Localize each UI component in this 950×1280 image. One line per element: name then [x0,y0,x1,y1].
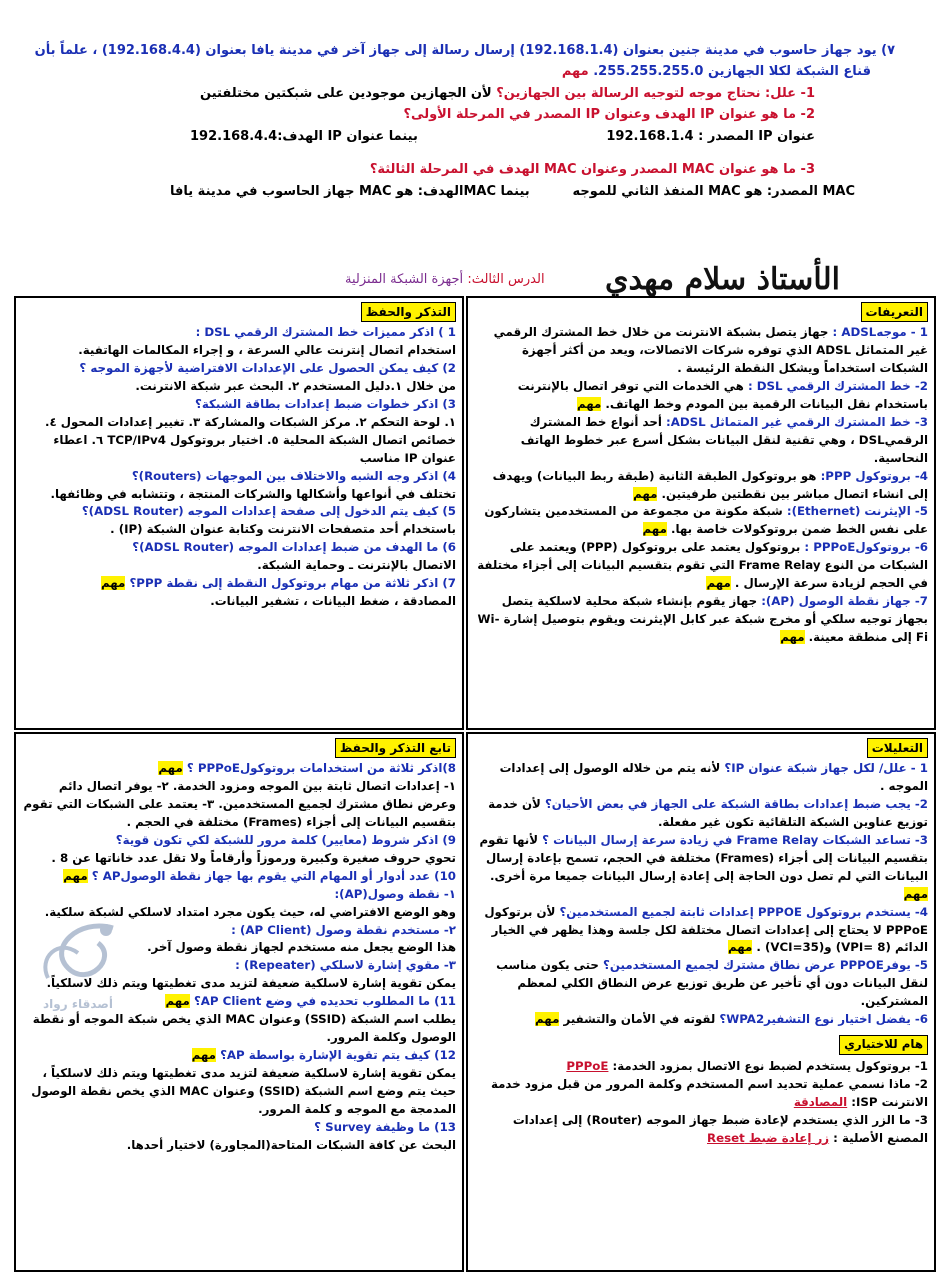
intro-question [10,40,895,202]
reason-item [474,832,928,904]
mcq-list [474,1058,928,1148]
important-tag: مهم [535,1012,560,1027]
reasons-title: التعليلات [867,738,928,758]
important-tag: مهم [706,576,731,591]
memorize-item [22,324,456,360]
reason-item [474,904,928,958]
memorize2-item [22,922,456,958]
memorize-item [22,468,456,504]
definition-question: 3- خط المشترك الرقمي غير المتماثل ADSL: [666,414,928,429]
memorize-item [22,539,456,575]
memorize-item [22,396,456,468]
memorize2-question: 13) ما وظيفة Survey ؟ [314,1119,456,1134]
memorize-item [22,503,456,539]
memorize2-answer: وهو الوضع الافتراضي له، حيث يكون مجرد امتداد لاسلكي لشبكة سلكية. [44,904,456,919]
memorize-question: 3) اذكر خطوات ضبط إعدادات بطاقة الشبكة؟ [195,396,456,411]
a3-src: MAC المصدر: هو MAC المنفذ الثاني للموجه [572,183,855,199]
reasons-box [466,732,936,1272]
a2-src: عنوان IP المصدر : 192.168.1.4 [606,128,815,144]
reasons-list [474,760,928,1029]
memorize2-answer: البحث عن كافة الشبكات المتاحة(المجاورة) لاختيار أحدها. [126,1137,456,1152]
definition-item [474,503,928,539]
reason-question: 6- يفضل اختيار نوع التشفيرWPA2؟ [719,1012,928,1027]
mcq-answer: PPPoE [566,1058,609,1073]
lesson-title: الدرس الثالث: أجهزة الشبكة المنزلية [345,272,545,287]
q7-cont: قناع الشبكة لكلا الجهازين 255.255.255.0. مهم [561,64,871,80]
memorize2-answer: يمكن تقوية إشارة لاسلكية ضعيفة لتزيد مدى تغطيتها ويتم ذلك لاسلكياً. [46,976,456,991]
memorize2-item [22,868,456,886]
memorize2-question: 12) كيف يتم تقوية الإشارة بواسطة AP؟ [220,1047,456,1062]
memorize2-question: 10) عدد أدوار أو المهام التي يقوم بها جهاز نقطة الوصولAP ؟ [91,868,456,883]
important-tag: مهم [191,1047,216,1062]
reason-question: 4- يستخدم بروتوكول PPPOE إعدادات ثابتة لجميع المستخدمين؟ [559,904,928,919]
memorize-answer: باستخدام أحد متصفحات الانترنت وكتابة عنوان الشبكة (IP) . [110,522,456,537]
important-tag: مهم [165,994,190,1009]
definition-answer: شبكة مكونة من مجموعة من المستخدمين يتشاركون على نفس الخط ضمن بروتوكولات خاصة بها. [484,504,928,537]
reason-item [474,796,928,832]
a3-question: 3- ما هو عنوان MAC المصدر وعنوان MAC الهدف في المرحلة الثالثة؟ [369,162,815,178]
memorize2-item [22,1119,456,1155]
memorize2-question: 11) ما المطلوب تحديده في وضع AP Client؟ [193,994,456,1009]
definition-answer: جهاز يقوم بإنشاء شبكة محلية لاسلكية يتصل بجهاز توجيه سلكي أو مخرج شبكة عبر كابل الإيثرنت ويقوم بتوصيل إشارة Wi-Fi إلى منطقة معينة. [477,594,928,644]
memorize2-item [22,993,456,1047]
a3-dst: بينما MACالهدف: هو MAC جهاز الحاسوب في مدينة يافا [170,183,530,199]
memorize2-item [22,832,456,868]
definitions-box [466,296,936,730]
memorize2-item [22,886,456,922]
memorize-question: 4) اذكر وجه الشبه والاختلاف بين الموجهات (Routers)؟ [131,468,456,483]
important-tag: مهم [158,761,183,776]
memorize-list [22,324,456,611]
reason-item [474,957,928,1011]
reason-item [474,760,928,796]
q7-text: ٧) يود جهاز حاسوب في مدينة جنين بعنوان (192.168.1.4) إرسال رسالة إلى جهاز آخر في مدينة يافا بعنوان (192.168.4.4) ، علماً بأن [34,43,895,58]
mcq-question: 1- بروتوكول يستخدم لضبط نوع الاتصال بمزود الخدمة: [612,1058,928,1073]
reason-answer: لأن خدمة توزيع عناوين الشبكة التلقائية تكون غير مفعلة. [488,797,928,829]
a2-question: 2- ما هو عنوان IP الهدف وعنوان IP المصدر في المرحلة الأولى؟ [403,107,815,123]
memorize2-box [14,732,464,1272]
memorize-question: 1 ) اذكر مميزات خط المشترك الرقمي DSL : [195,325,456,340]
watermark-text: أصدقاء رواد [43,997,113,1011]
definition-item [474,468,928,504]
definition-item [474,378,928,414]
definition-answer: هي الخدمات التي توفر اتصال بالإنترنت باستخدام نقل البيانات الرقمية بين المودم وخط الهاتف. [517,379,928,411]
memorize2-item [22,957,456,993]
definition-item [474,414,928,468]
definition-question: 4- بروتوكول PPP: [820,468,928,483]
definition-item [474,539,928,593]
important-tag: مهم [642,522,667,537]
memorize2-answer: يمكن تقوية إشارة لاسلكية ضعيفة لتزيد مدى تغطيتها ويتم ذلك لاسلكياً ، حيث يتم وضع اسم الشبكة (SSID) وعنوان MAC الذي يخص نقطة الوصول المدمجة مع الموجه و كلمة المرور. [31,1065,456,1116]
definition-answer: أحد أنواع خط المشترك الرقميDSL ، وهي تقنية لنقل البيانات بشكل أسرع عبر خطوط الهاتف النحاسية. [520,414,928,465]
definition-item [474,324,928,378]
mcq-item [474,1076,928,1112]
mcq-item [474,1112,928,1148]
memorize2-title: تابع التذكر والحفظ [335,738,456,758]
reason-answer: حتى يكون مناسب لنقل البيانات دون أي تأخير عن طريق توزيع عرض النطاق الكلي لمعظم المشتركين. [496,958,928,1009]
reason-answer: لأن برتوكول PPPoE لا يحتاج إلى إعدادات اتصال مختلفة لكل جلسة وهذا يظهر في الخيار الدائم (VPI= 8) و(VCI=35) . [484,904,928,955]
reason-answer: لأنه يتم من خلاله الوصول إلى إعدادات الموجه . [499,761,928,794]
memorize2-answer: هذا الوضع يجعل منه مستخدم لجهاز نقطة وصول آخر. [147,940,456,955]
memorize2-question: ٢- مستخدم نقطة وصول (AP Client) : [231,922,456,937]
definition-answer: هو بروتوكول الطبقة الثانية (طبقة ربط البيانات) ويهدف إلى انشاء اتصال مباشر بين نقطتين طرفيتين. [492,468,928,501]
reason-answer: لقوته في الأمان والتشفير [563,1012,716,1027]
a1-question: 1- علل: نحتاج موجه لتوجيه الرسالة بين الجهازين؟ [496,85,815,101]
definition-answer: جهاز يتصل بشبكة الانترنت من خلال خط المشترك الرقمي غير المتماثل ADSL الذي توفره شركات الاتصالات، ويعد من أكثر أجهزة الشبكات استخداماً ويشكل النقطة الرئيسة . [493,325,928,376]
reason-question: 5- يوفرPPPOE عرض نطاق مشترك لجميع المستخدمين؟ [603,958,928,973]
mcq-answer: المصادقة [793,1094,848,1109]
reason-answer: لأنها تقوم بتقسيم البيانات إلى أجزاء (Frames) مختلفة في الحجم، تسمح بإعادة إرسال البيانات التي لم تصل دون الحاجة إلى إعادة إرسال البيانات جميعا مرة أخرى. [479,832,928,883]
memorize-question: 2) كيف يمكن الحصول على الإعدادات الافتراضية لأجهزة الموجه ؟ [79,361,456,376]
definition-question: 6- بروتوكولPPPoE : [804,540,928,555]
memorize-answer: المصادقة ، ضغط البيانات ، تشفير البيانات. [210,594,456,609]
definition-question: 5- الإيثرنت (Ethernet): [786,504,928,519]
memorize2-question: 8)اذكر ثلاثة من استخدامات بروتوكولPPPoE ؟ [186,761,456,776]
memorize2-question: 9) اذكر شروط (معايير) كلمة مرور للشبكة لكي تكون قوية؟ [115,832,456,847]
mcq-question: 2- ماذا نسمي عملية تحديد اسم المستخدم وكلمة المرور من قبل مزود خدمة الانترنت ISP: [490,1076,928,1109]
definitions-title: التعريفات [861,302,928,322]
memorize-answer: تختلف في أنواعها وأشكالها والشركات المنتجة ، وتتشابه في وظائفها. [50,486,456,501]
memorize-question: 7) اذكر ثلاثة من مهام بروتوكول النقطة إلى نقطة PPP؟ [129,576,456,591]
definition-answer: بروتوكول يعتمد على بروتوكول (PPP) ويعتمد على الشبكات من النوع Frame Relay التي تقوم بتقسيم البيانات إلى أجزاء مختلفة في الحجم لزيادة سرعة الإرسال . [477,540,928,591]
memorize-question: 6) ما الهدف من ضبط إعدادات الموجه (ADSL Router)؟ [132,540,456,555]
definition-question: 1 - موجهADSL : [832,325,928,340]
memorize-answer: ١. لوحة التحكم ٢. مركز الشبكات والمشاركة ٣. تغيير إعدادات المحول ٤. خصائص اتصال الشبكة المحلية ٥. اختيار بروتوكول TCP/IPv4 ٦. اعطاء عنوان IP مناسب [44,414,456,465]
important-tag: مهم [903,886,928,901]
memorize-answer: من خلال ١.دليل المستخدم ٢. البحث عبر شبكة الانترنت. [135,379,456,393]
memorize2-question: ١- نقطة وصول(AP): [334,886,456,901]
mcq-item [474,1058,928,1076]
teacher-name: الأستاذ سلام مهدي [605,262,840,297]
reason-item [474,1011,928,1029]
a1-answer: لأن الجهازين موجودين على شبكتين مختلفتين [200,85,492,101]
a2-dst: بينما عنوان IP الهدف:192.168.4.4 [190,128,418,144]
memorize-answer: الاتصال بالإنترنت ـ وحماية الشبكة. [257,558,456,573]
reason-question: 2- يجب ضبط إعدادات بطاقة الشبكة على الجهاز في بعض الأحيان؟ [544,797,928,812]
memorize-item [22,575,456,611]
reason-question: 1 - علل/ لكل جهاز شبكة عنوان IP؟ [724,761,928,776]
memorize-title: التذكر والحفظ [361,302,456,322]
memorize-answer: استخدام اتصال إنترنت عالي السرعة ، و إجراء المكالمات الهاتفية. [78,343,456,358]
important-tag: مهم [633,486,658,501]
important-tag: مهم [101,576,126,591]
memorize2-answer: يطلب اسم الشبكة (SSID) وعنوان MAC الذي يخص شبكة الموجه أو نقطة الوصول وكلمة المرور. [32,1012,456,1045]
memorize2-question: ٣- مقوي إشارة لاسلكي (Repeater) : [235,958,456,973]
definition-item [474,593,928,647]
memorize2-answer: ١- إعدادات اتصال ثابتة بين الموجه ومزود الخدمة. ٢- يوفر اتصال دائم وعرض نطاق مشترك لجميع المستخدمين. ٣- يعتمد على الشبكات التي تقوم بتقسيم البيانات إلى أجزاء (Frames) مختلفة في الحجم . [23,779,456,829]
definition-question: 7- جهاز نقطة الوصول (AP): [761,594,928,609]
memorize-item [22,360,456,396]
memorize2-item [22,1047,456,1119]
memorize2-item [22,760,456,832]
mcq-answer: زر إعادة ضبط Reset [707,1130,830,1145]
mcq-title: هام للاختياري [839,1035,928,1055]
definition-question: 2- خط المشترك الرقمي DSL : [747,379,928,393]
important-tag: مهم [576,396,602,411]
reason-question: 3- تساعد الشبكات Frame Relay في زيادة سرعة إرسال البيانات ؟ [542,832,928,847]
definitions-list [474,324,928,647]
mcq-question: 3- ما الزر الذي يستخدم لإعادة ضبط جهاز الموجه (Router) إلى إعدادات المصنع الأصلية : [512,1112,928,1145]
memorize-question: 5) كيف يتم الدخول إلى صفحة إعدادات الموجه (ADSL Router)؟ [81,504,456,519]
memorize2-list [22,760,456,1154]
important-tag: مهم [727,940,753,955]
important-tag: مهم [63,868,88,883]
memorize2-answer: تحوي حروف صغيرة وكبيرة ورموزاً وأرقاماً ولا تقل عدد خاناتها عن 8 . [51,850,456,865]
important-tag: مهم [780,629,805,644]
